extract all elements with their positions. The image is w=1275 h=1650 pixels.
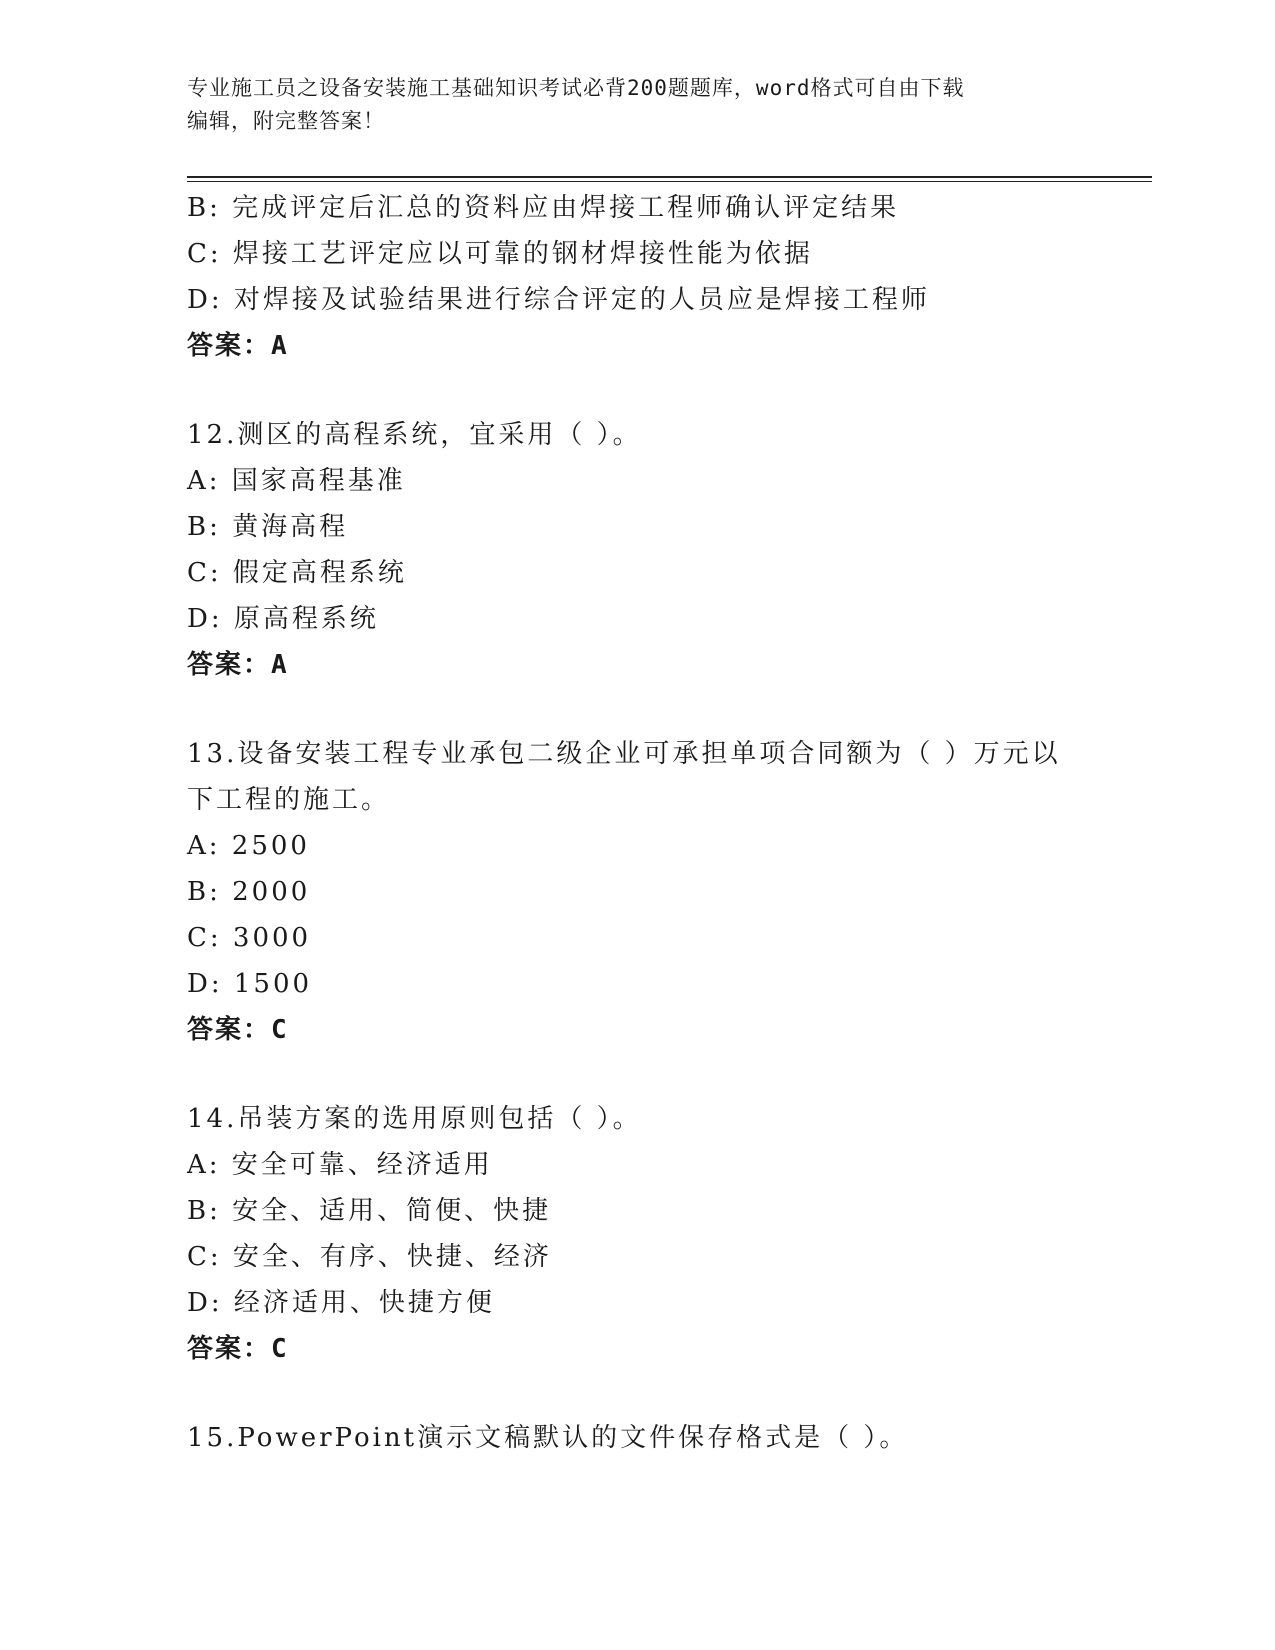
question-15-block [187,1415,1147,1461]
option-d: D: 原高程系统 [187,604,379,634]
question-list [187,185,1147,1461]
option-b: B: 2000 [187,877,311,907]
answer-label: 答案：A [187,331,289,361]
question-14-block [187,1096,1147,1372]
option-b: B: 安全、适用、简便、快捷 [187,1196,552,1226]
answer-label: 答案：C [187,1334,289,1364]
header-title-line-1: 专业施工员之设备安装施工基础知识考试必背200题题库，word格式可自由下载 [187,76,965,100]
question-text: 12.测区的高程系统，宜采用（ ）。 [187,420,642,450]
header-title-line-2: 编辑，附完整答案！ [187,109,385,133]
question-13-block [187,731,1147,1053]
answer-label: 答案：C [187,1015,289,1045]
question-text: 15.PowerPoint演示文稿默认的文件保存格式是（ ）。 [187,1423,909,1453]
answer-label: 答案：A [187,650,289,680]
spacer [187,1053,1147,1096]
option-b: B: 完成评定后汇总的资料应由焊接工程师确认评定结果 [187,193,900,223]
spacer [187,1372,1147,1415]
document-header [187,72,1067,138]
option-c: C: 3000 [187,923,312,953]
option-a: A: 国家高程基准 [187,466,406,496]
option-d: D: 1500 [187,969,313,999]
option-d: D: 经济适用、快捷方便 [187,1288,495,1318]
option-d: D: 对焊接及试验结果进行综合评定的人员应是焊接工程师 [187,285,930,315]
option-c: C: 焊接工艺评定应以可靠的钢材焊接性能为依据 [187,239,813,269]
question-text-line-1: 13.设备安装工程专业承包二级企业可承担单项合同额为（ ）万元以 [187,739,1061,769]
option-a: A: 安全可靠、经济适用 [187,1150,493,1180]
question-text: 14.吊装方案的选用原则包括（ ）。 [187,1104,642,1134]
header-divider-thick [187,176,1152,178]
spacer [187,369,1147,412]
question-12-block [187,412,1147,688]
option-c: C: 安全、有序、快捷、经济 [187,1242,552,1272]
header-divider-thin [187,181,1152,182]
question-11-block [187,185,1147,369]
option-c: C: 假定高程系统 [187,558,407,588]
question-text-line-2: 下工程的施工。 [187,785,391,815]
option-a: A: 2500 [187,831,310,861]
option-b: B: 黄海高程 [187,512,349,542]
spacer [187,688,1147,731]
